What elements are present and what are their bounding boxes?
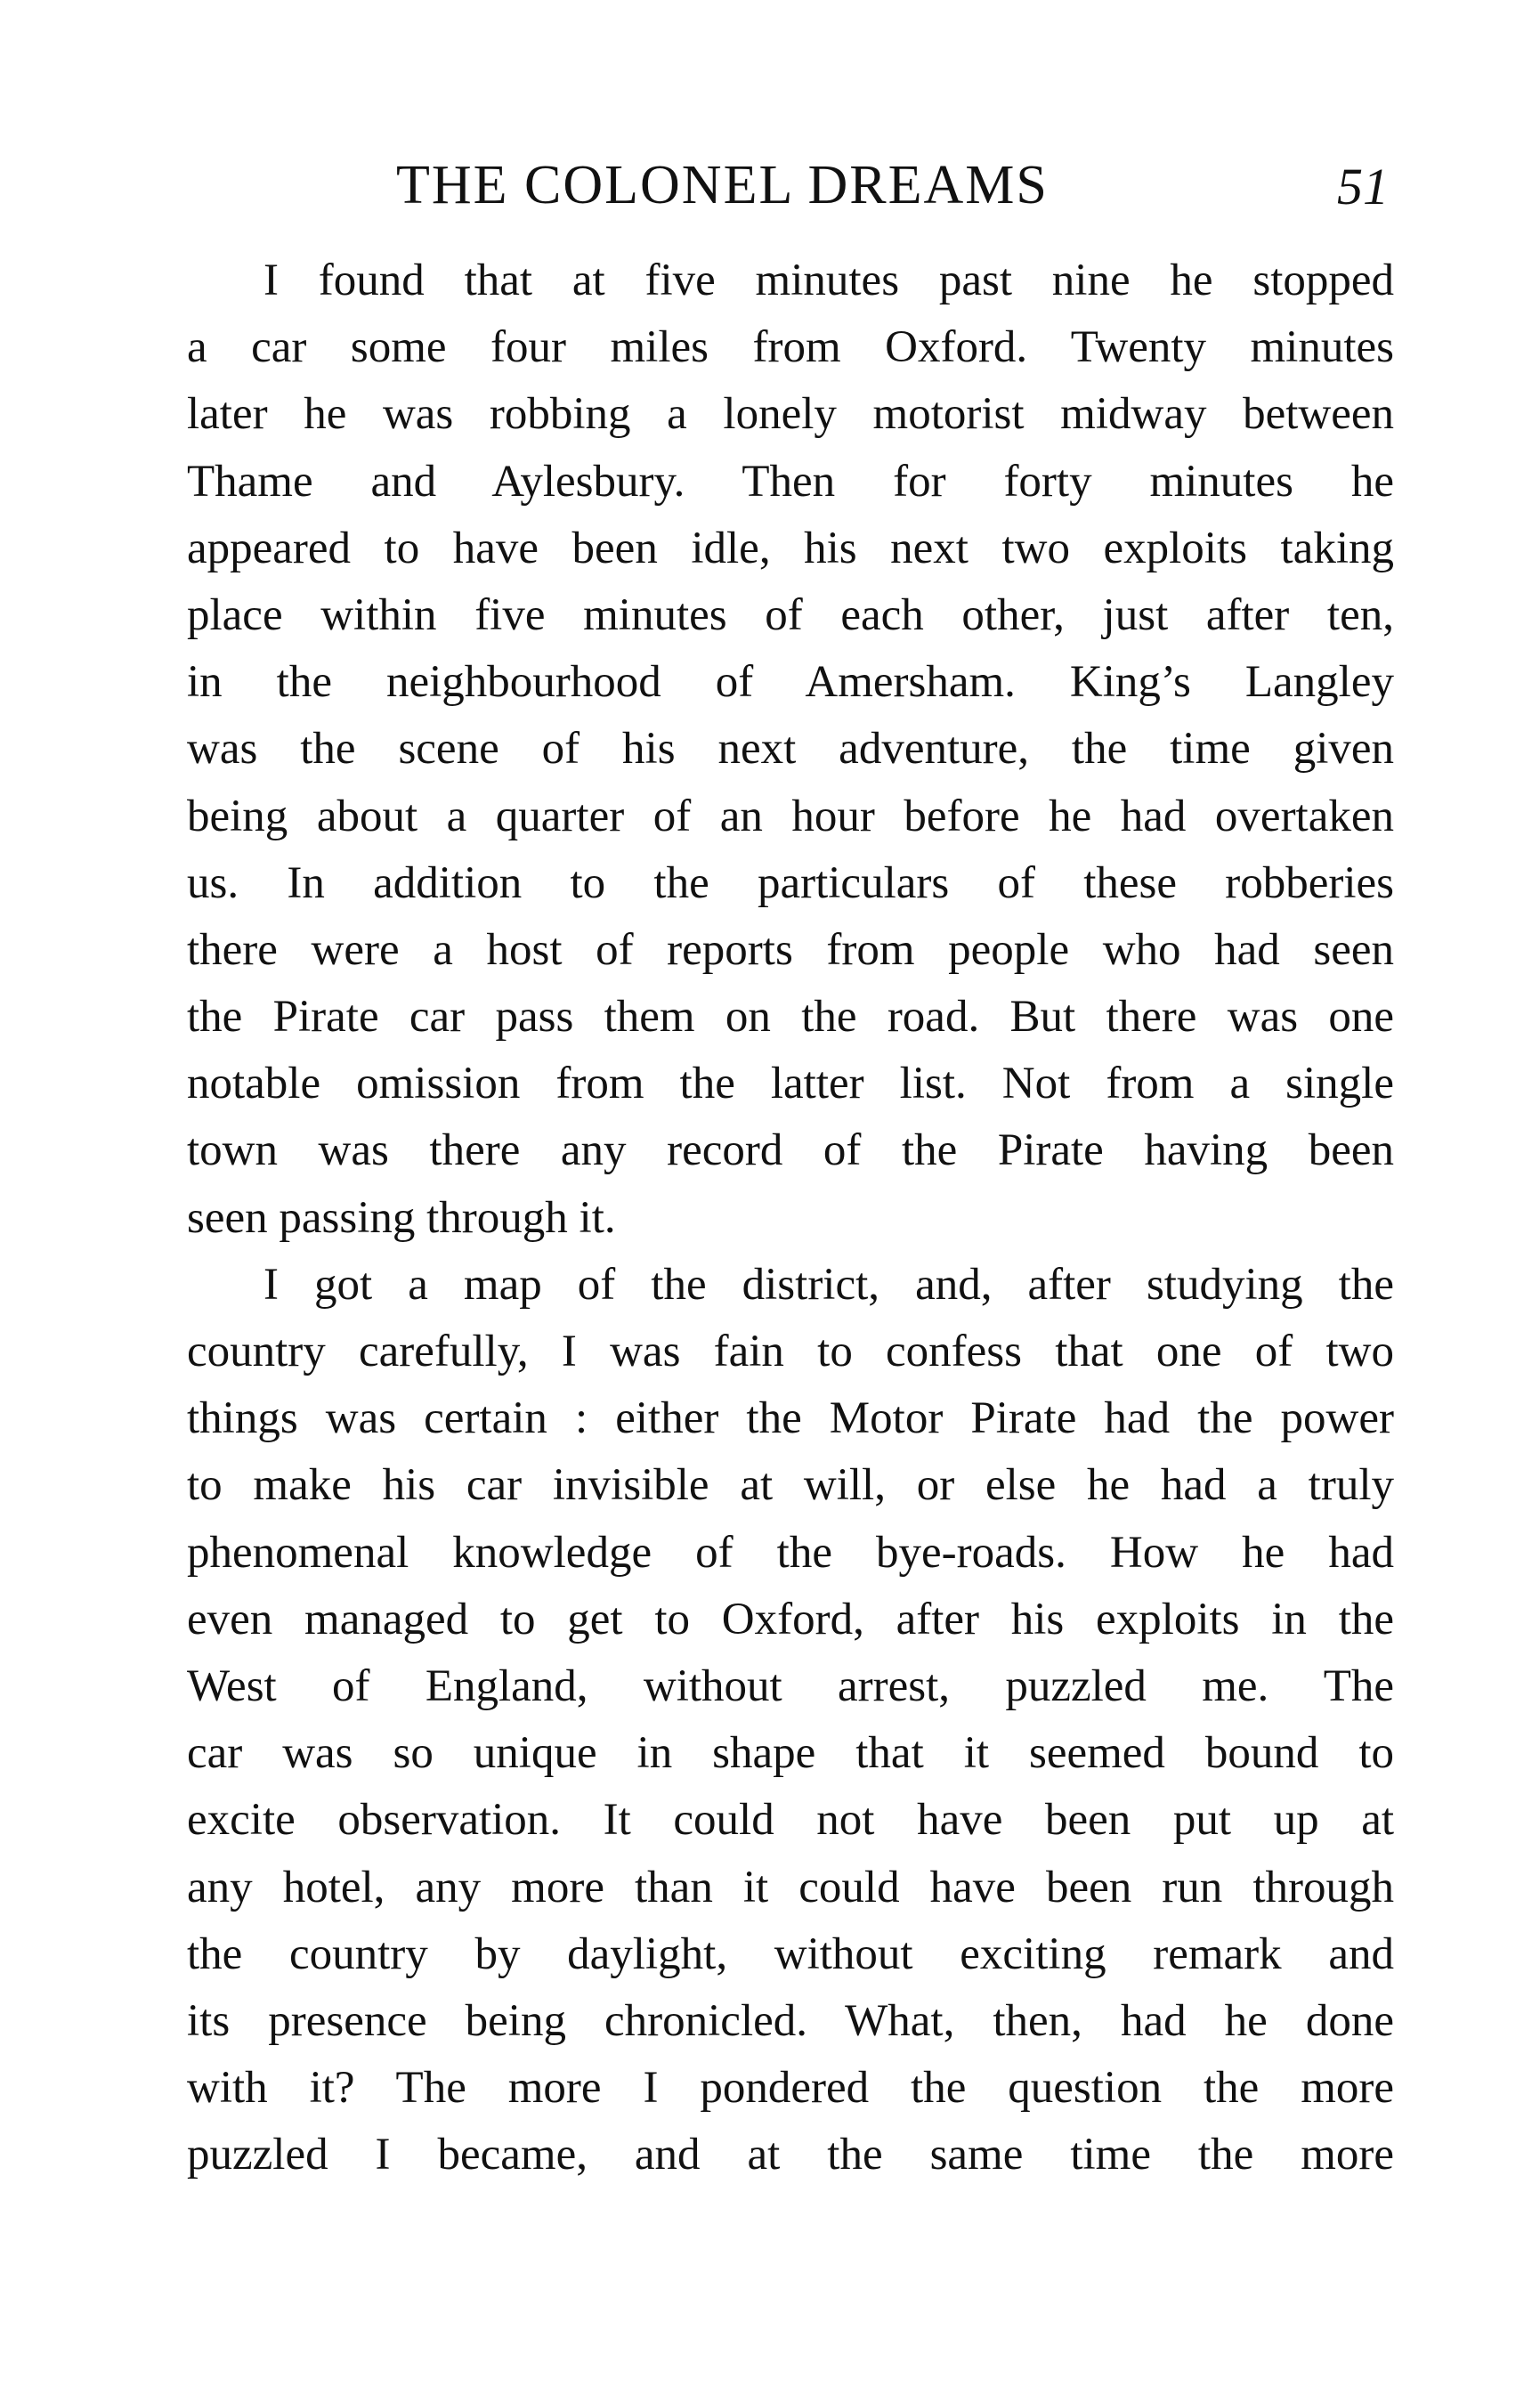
body-text [187,248,1394,2188]
page-number: 51 [1337,158,1389,215]
running-title: THE COLONEL DREAMS [396,155,1049,215]
text-line: being about a quarter of an hour before he had overtaken [187,791,1394,841]
text-line: with it? The more I pondered the question the more [187,2063,1394,2114]
text-line: there were a host of reports from people who had seen [187,924,1394,975]
text-line: West of England, without arrest, puzzled me. The [187,1660,1394,1711]
text-line: I found that at five minutes past nine he stopped [263,256,1394,305]
text-line: its presence being chronicled. What, then, had he done [187,1995,1394,2046]
text-line: to make his car invisible at will, or else he had a truly [187,1460,1394,1511]
text-line: later he was robbing a lonely motorist midway between [187,389,1394,440]
running-head [187,150,1398,221]
text-line: I got a map of the district, and, after studying the [263,1259,1394,1310]
text-line: was the scene of his next adventure, the time given [187,724,1394,775]
text-line: country carefully, I was fain to confess that one of two [187,1327,1394,1376]
text-line: in the neighbourhood of Amersham. King’s Langley [187,657,1394,708]
text-line: the Pirate car pass them on the road. But there was one [187,992,1394,1043]
text-line: a car some four miles from Oxford. Twenty minutes [187,322,1394,373]
text-line: appeared to have been idle, his next two exploits taking [187,523,1394,573]
text-line: even managed to get to Oxford, after his exploits in the [187,1594,1394,1644]
text-line: phenomenal knowledge of the bye-roads. How he had [187,1527,1394,1578]
text-line: seen passing through it. [187,1192,616,1243]
text-line: excite observation. It could not have been put up at [187,1795,1394,1846]
text-line: any hotel, any more than it could have been run through [187,1862,1394,1912]
text-line: town was there any record of the Pirate having been [187,1125,1394,1176]
text-line: things was certain : either the Motor Pirate had the power [187,1393,1394,1444]
text-line: car was so unique in shape that it seemed bound to [187,1728,1394,1779]
text-line: us. In addition to the particulars of these robberies [187,857,1394,908]
text-line: place within five minutes of each other, just after ten, [187,589,1394,640]
text-line: notable omission from the latter list. Not from a single [187,1059,1394,1109]
text-line: puzzled I became, and at the same time the more [187,2130,1394,2180]
text-line: the country by daylight, without exciting remark and [187,1928,1394,1979]
paragraph-1 [187,248,1394,1252]
paragraph-2 [187,1252,1394,2189]
text-line: Thame and Aylesbury. Then for forty minutes he [187,456,1394,507]
